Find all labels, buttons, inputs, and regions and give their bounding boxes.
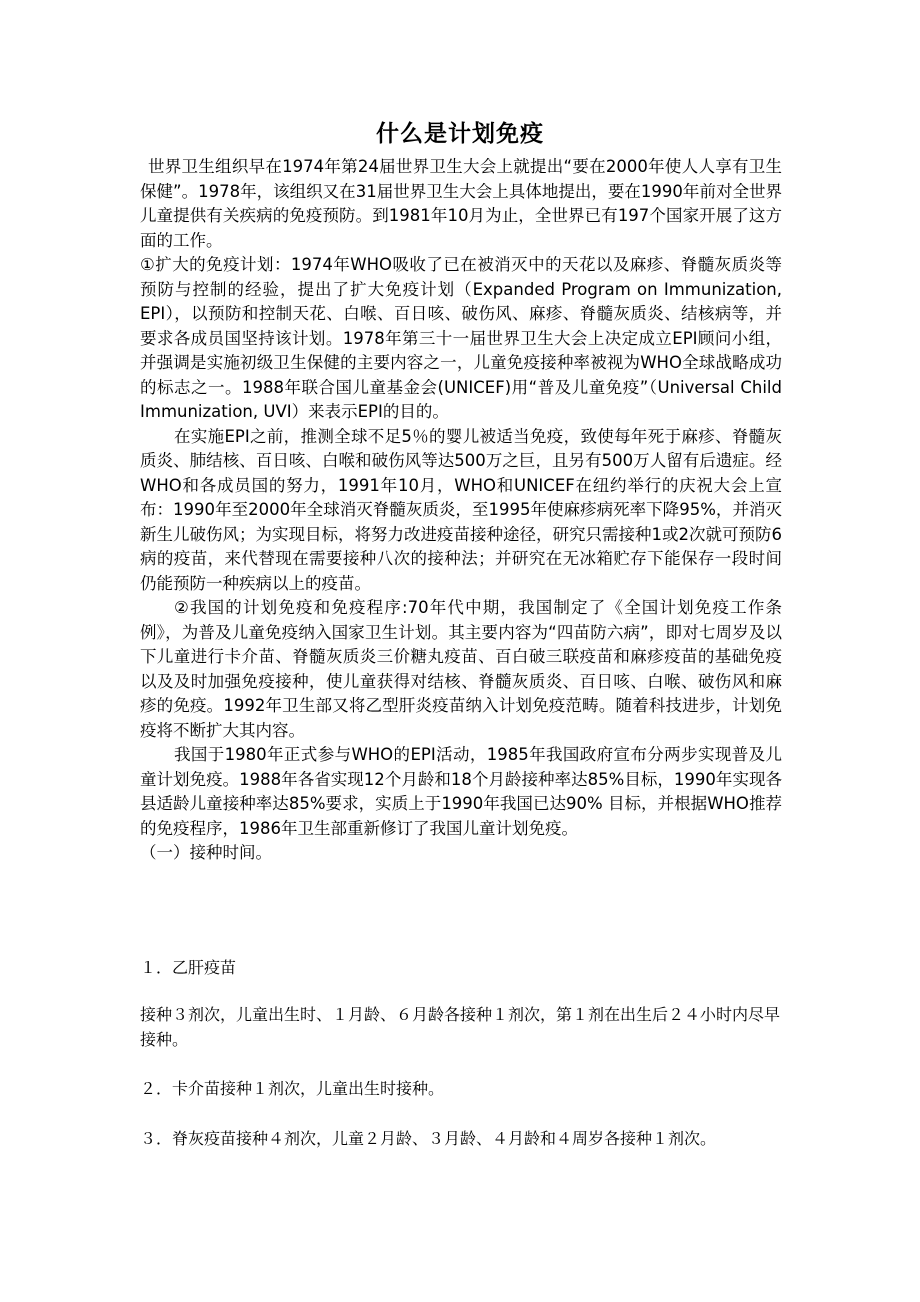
paragraph-china-who: 我国于1980年正式参与WHO的EPI活动，1985年我国政府宣布分两步实现普及儿童计划免疫。1988年各省实现12个月龄和18个月龄接种率达85%目标，1990年实现各县适龄儿童接种率达85%要求，实质上于1990年我国已达90% 目标，并根据WHO推荐的免疫程序，1986年卫生部重新修订了我国儿童计划免疫。 xyxy=(140,745,782,838)
item-hepb-detail-text: 接种３剂次，儿童出生时、１月龄、６月龄各接种１剂次，第１剂在出生后２４小时内尽早接种。 xyxy=(140,1005,781,1049)
item-bcg-text: ２．卡介苗接种１剂次，儿童出生时接种。 xyxy=(140,1079,445,1098)
item-hepb-heading-text: １．乙肝疫苗 xyxy=(140,958,237,977)
item-polio-text: ３．脊灰疫苗接种４剂次，儿童２月龄、３月龄、４月龄和４周岁各接种１剂次。 xyxy=(140,1129,717,1148)
document-title: 什么是计划免疫 xyxy=(376,121,544,147)
document-body xyxy=(140,155,782,866)
item-hepb-heading xyxy=(140,955,785,980)
paragraph-intro: 世界卫生组织早在1974年第24届世界卫生大会上就提出“要在2000年使人人享有卫生保健”。1978年，该组织又在31届世界卫生大会上具体地提出，要在1990年前对全世界儿童提供有关疾病的免疫预防。到1981年10月为止，全世界已有197个国家开展了这方面的工作。 xyxy=(140,157,782,250)
paragraph-epi: ①扩大的免疫计划：1974年WHO吸收了已在被消灭中的天花以及麻疹、脊髓灰质炎等预防与控制的经验，提出了扩大免疫计划（Expanded Program on Immunization, EPI），以预防和控制天花、白喉、百日咳、破伤风、麻疹、脊髓灰质炎、结核病等，并要求各成员国坚持该计划。1978年第三十一届世界卫生大会上决定成立EPI顾问小组，并强调是实施初级卫生保健的主要内容之一，儿童免疫接种率被视为WHO全球战略成功的标志之一。1988年联合国儿童基金会(UNICEF)用“普及儿童免疫”（Universal Child Immunization, UVI）来表示EPI的目的。 xyxy=(140,255,782,421)
section-heading-schedule: （一）接种时间。 xyxy=(140,843,272,862)
item-hepb-detail xyxy=(140,1002,785,1052)
item-polio xyxy=(140,1126,785,1151)
paragraph-before-epi: 在实施EPI之前，推测全球不足5％的婴儿被适当免疫，致使每年死于麻疹、脊髓灰质炎、肺结核、百日咳、白喉和破伤风等达500万之巨，且另有500万人留有后遗症。经WHO和各成员国的努力，1991年10月，WHO和UNICEF在纽约举行的庆祝大会上宣布：1990年至2000年全球消灭脊髓灰质炎，至1995年使麻疹病死率下降95%，并消灭新生儿破伤风；为实现目标，将努力改进疫苗接种途径，研究只需接种1或2次就可预防6病的疫苗，来代替现在需要接种八次的接种法；并研究在无冰箱贮存下能保存一段时间仍能预防一种疾病以上的疫苗。 xyxy=(140,426,782,593)
item-bcg xyxy=(140,1076,785,1101)
paragraph-china-program: ②我国的计划免疫和免疫程序:70年代中期，我国制定了《全国计划免疫工作条例》，为普及儿童免疫纳入国家卫生计划。其主要内容为“四苗防六病”，即对七周岁及以下儿童进行卡介苗、脊髓灰质炎三价糖丸疫苗、百白破三联疫苗和麻疹疫苗的基础免疫以及及时加强免疫接种，使儿童获得对结核、脊髓灰质炎、百日咳、白喉、破伤风和麻疹的免疫。1992年卫生部又将乙型肝炎疫苗纳入计划免疫范畴。随着科技进步，计划免疫将不断扩大其内容。 xyxy=(140,598,782,740)
